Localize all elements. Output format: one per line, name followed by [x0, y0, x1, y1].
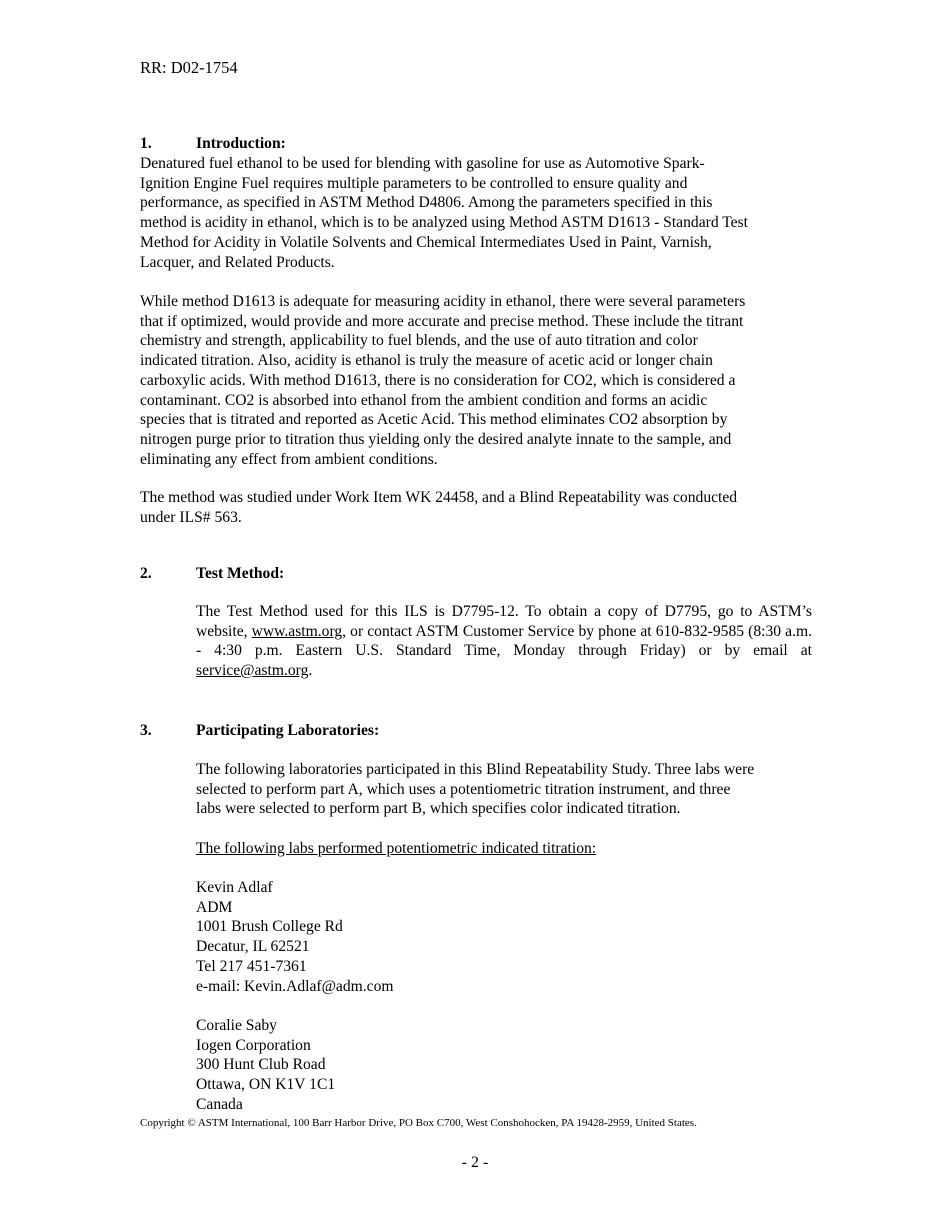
lab-country: Canada — [196, 1095, 243, 1113]
test-method-contact-text: , or contact ASTM Customer Service by phone at 610-832-9585 (8:30 a.m. - 4:30 p.m. Eastern U.S. Standard Time, Monday through Friday) or by email at — [196, 622, 812, 660]
section-1-number: 1. — [140, 135, 152, 152]
section-3-title: Participating Laboratories: — [196, 722, 380, 739]
test-method-text: The Test Method used for this ILS is D7795-12. To obtain a copy of D7795, go to ASTM’s website, — [196, 603, 812, 640]
text-line: species that is titrated and reported as Acetic Acid. This method eliminates CO2 absorption by — [140, 411, 728, 429]
lab-contact-name: Kevin Adlaf — [196, 879, 273, 896]
test-method-end-text: . — [308, 662, 313, 680]
copyright-footer: Copyright © ASTM International, 100 Barr Harbor Drive, PO Box C700, West Conshohocken, PA 19428-2959, United States. — [140, 1117, 697, 1129]
text-line: labs were selected to perform part B, which specifies color indicated titration. — [196, 800, 681, 818]
section-1-paragraph-1 — [140, 154, 812, 272]
section-3-number: 3. — [140, 722, 152, 739]
labs-subheading — [196, 839, 812, 859]
text-line: method is acidity in ethanol, which is to be analyzed using Method ASTM D1613 - Standard Test — [140, 214, 748, 232]
text-line: nitrogen purge prior to titration thus yielding only the desired analyte innate to the sample, and — [140, 430, 732, 448]
text-line: carboxylic acids. With method D1613, there is no consideration for CO2, which is considered a — [140, 371, 736, 389]
lab-company: ADM — [196, 898, 233, 916]
lab-city: Decatur, IL 62521 — [196, 938, 310, 956]
lab-email: e-mail: Kevin.Adlaf@adm.com — [196, 977, 394, 995]
section-1-title: Introduction: — [196, 135, 286, 152]
lab-contact-name: Coralie Saby — [196, 1017, 277, 1034]
text-line: While method D1613 is adequate for measuring acidity in ethanol, there were several parameters — [140, 293, 746, 310]
text-line: The method was studied under Work Item WK 24458, and a Blind Repeatability was conducted — [140, 489, 738, 506]
lab-city: Ottawa, ON K1V 1C1 — [196, 1076, 336, 1094]
text-line: Ignition Engine Fuel requires multiple parameters to be controlled to ensure quality and — [140, 174, 688, 192]
text-line: that if optimized, would provide and more accurate and precise method. These include the titrant — [140, 312, 744, 330]
lab-street: 300 Hunt Club Road — [196, 1056, 326, 1074]
section-3-intro — [196, 760, 812, 819]
text-line: indicated titration. Also, acidity is ethanol is truly the measure of acetic acid or longer chain — [140, 352, 713, 370]
lab-phone: Tel 217 451-7361 — [196, 957, 307, 975]
text-line: contaminant. CO2 is absorbed into ethanol from the ambient condition and forms an acidic — [140, 391, 708, 409]
service-email-link[interactable]: service@astm.org — [196, 662, 309, 680]
text-line: chemistry and strength, applicability to fuel blends, and the use of auto titration and color — [140, 332, 698, 350]
section-2-paragraph — [196, 602, 812, 681]
text-line: performance, as specified in ASTM Method D4806. Among the parameters specified in this — [140, 194, 713, 212]
labs-subheading-text: The following labs performed potentiometric indicated titration: — [196, 840, 597, 857]
text-line: selected to perform part A, which uses a potentiometric titration instrument, and three — [196, 780, 731, 798]
text-line: eliminating any effect from ambient conditions. — [140, 450, 438, 468]
section-1-paragraph-2 — [140, 292, 812, 469]
lab-company: Iogen Corporation — [196, 1036, 311, 1054]
text-line: under ILS# 563. — [140, 508, 242, 526]
lab-street: 1001 Brush College Rd — [196, 918, 343, 936]
text-line: Denatured fuel ethanol to be used for blending with gasoline for use as Automotive Spark- — [140, 155, 705, 172]
text-line: Lacquer, and Related Products. — [140, 253, 335, 271]
report-id-header: RR: D02-1754 — [140, 58, 238, 77]
section-2-title: Test Method: — [196, 565, 285, 582]
section-1-paragraph-3 — [140, 488, 812, 527]
lab-address-block — [196, 878, 812, 996]
text-line: Method for Acidity in Volatile Solvents and Chemical Intermediates Used in Paint, Varnish, — [140, 233, 712, 251]
page-number: - 2 - — [461, 1154, 489, 1171]
astm-website-link[interactable]: www.astm.org — [251, 622, 343, 640]
text-line: The following laboratories participated in this Blind Repeatability Study. Three labs were — [196, 761, 755, 778]
section-2-number: 2. — [140, 565, 152, 582]
lab-address-block — [196, 1016, 812, 1115]
